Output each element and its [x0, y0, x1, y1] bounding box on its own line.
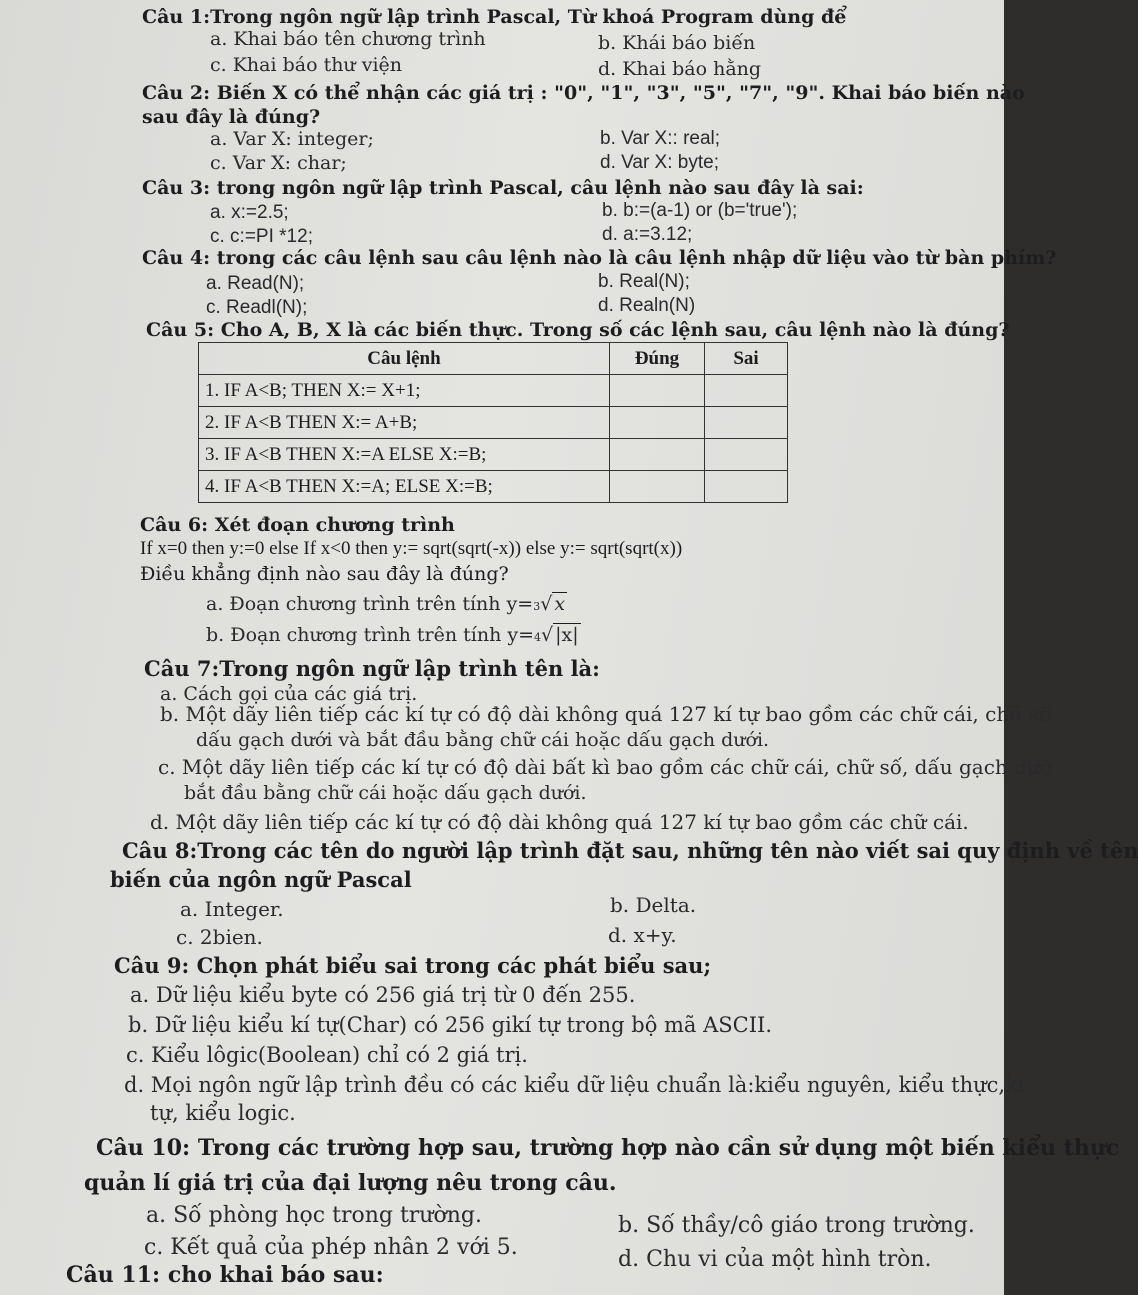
radical-icon: √: [540, 593, 553, 615]
q6-a-radicand: x: [554, 593, 566, 615]
q5-table-header: [199, 343, 788, 375]
q1-option-a: a. Khai báo tên chương trình: [210, 28, 486, 50]
question-6: Câu 6: Xét đoạn chương trình: [140, 514, 455, 536]
q3-option-d: d. a:=3.12;: [602, 224, 693, 245]
q10-option-a: a. Số phòng học trong trường.: [146, 1203, 482, 1228]
q2-option-a: a. Var X: integer;: [210, 128, 374, 150]
q5-header-statement: Câu lệnh: [199, 343, 610, 375]
q10-option-c: c. Kết quả của phép nhân 2 với 5.: [144, 1235, 518, 1260]
q4-option-b: b. Real(N);: [598, 271, 690, 292]
q8-option-b: b. Delta.: [610, 893, 697, 917]
q6-option-a-text: a. Đoạn chương trình trên tính y=: [206, 593, 534, 615]
q6-option-b-text: b. Đoạn chương trình trên tính y=: [206, 624, 535, 646]
q6-option-b: [206, 623, 581, 646]
question-7: Câu 7:Trong ngôn ngữ lập trình tên là:: [144, 656, 600, 681]
table-row: [199, 407, 788, 439]
q2-option-d: d. Var X: byte;: [600, 152, 719, 173]
q5-true-cell: [610, 471, 705, 503]
q5-header-false: Sai: [705, 343, 788, 375]
question-4: Câu 4: trong các câu lệnh sau câu lệnh nào là câu lệnh nhập dữ liệu vào từ bàn phím?: [142, 247, 1057, 269]
q1-option-b: b. Khái báo biến: [598, 32, 756, 54]
q7-option-c: c. Một dãy liên tiếp các kí tự có độ dài bất kì bao gồm các chữ cái, chữ số, dấu gạch dướ: [158, 755, 1052, 779]
q5-statement-2: 2. IF A<B THEN X:= A+B;: [199, 407, 610, 439]
q5-true-cell: [610, 439, 705, 471]
question-3: Câu 3: trong ngôn ngữ lập trình Pascal, câu lệnh nào sau đây là sai:: [142, 177, 864, 199]
q5-false-cell: [705, 407, 788, 439]
q3-option-a: a. x:=2.5;: [210, 202, 289, 223]
q1-option-d: d. Khai báo hằng: [598, 58, 762, 80]
root-index: 4: [534, 631, 542, 644]
q9-option-a: a. Dữ liệu kiểu byte có 256 giá trị từ 0 đến 255.: [130, 983, 636, 1007]
q8-option-c: c. 2bien.: [176, 925, 263, 949]
q5-statement-1: 1. IF A<B; THEN X:= X+1;: [199, 375, 610, 407]
radical-icon: √: [541, 624, 554, 646]
q5-true-cell: [610, 407, 705, 439]
q5-statement-3: 3. IF A<B THEN X:=A ELSE X:=B;: [199, 439, 610, 471]
table-row: [199, 471, 788, 503]
q3-option-c: c. c:=PI *12;: [210, 226, 313, 247]
question-5: Câu 5: Cho A, B, X là các biến thực. Trong số các lệnh sau, câu lệnh nào là đúng?: [146, 319, 1010, 341]
q7-option-b: b. Một dãy liên tiếp các kí tự có độ dài không quá 127 kí tự bao gồm các chữ cái, chữ số,: [160, 702, 1058, 726]
q7-option-b-cont: dấu gạch dưới và bắt đầu bằng chữ cái hoặc dấu gạch dưới.: [196, 729, 770, 751]
q7-option-a: a. Cách gọi của các giá trị.: [160, 683, 418, 705]
root-index: 3: [533, 600, 541, 613]
q10-option-b: b. Số thầy/cô giáo trong trường.: [618, 1213, 975, 1238]
q6-b-radicand: |x|: [555, 624, 579, 646]
table-row: [199, 439, 788, 471]
q6-option-a: [206, 592, 567, 615]
q2-option-b: b. Var X:: real;: [600, 128, 721, 149]
q5-statement-4: 4. IF A<B THEN X:=A; ELSE X:=B;: [199, 471, 610, 503]
q5-false-cell: [705, 471, 788, 503]
question-8-cont: biến của ngôn ngữ Pascal: [110, 867, 412, 892]
q1-option-c: c. Khai báo thư viện: [210, 54, 403, 76]
q7-option-c-cont: bắt đầu bằng chữ cái hoặc dấu gạch dưới.: [184, 782, 587, 804]
q9-option-c: c. Kiểu lôgic(Boolean) chỉ có 2 giá trị.: [126, 1043, 528, 1067]
q9-option-d-cont: tự, kiểu logic.: [150, 1101, 296, 1125]
question-2-cont: sau đây là đúng?: [142, 106, 321, 128]
question-8: Câu 8:Trong các tên do người lập trình đặt sau, những tên nào viết sai quy định về tên: [122, 838, 1138, 863]
q2-option-c: c. Var X: char;: [210, 152, 347, 174]
q10-option-d: d. Chu vi của một hình tròn.: [618, 1247, 932, 1272]
q6-code: If x=0 then y:=0 else If x<0 then y:= sqrt(sqrt(-x)) else y:= sqrt(sqrt(x)): [140, 538, 683, 559]
question-1: Câu 1:Trong ngôn ngữ lập trình Pascal, Từ khoá Program dùng để: [142, 6, 847, 28]
q8-option-a: a. Integer.: [180, 897, 284, 921]
q4-option-d: d. Realn(N): [598, 295, 696, 316]
q9-option-b: b. Dữ liệu kiểu kí tự(Char) có 256 gikí tự trong bộ mã ASCII.: [128, 1013, 773, 1037]
question-10-cont: quản lí giá trị của đại lượng nêu trong câu.: [84, 1170, 617, 1196]
q6-prompt: Điều khẳng định nào sau đây là đúng?: [140, 563, 509, 585]
q5-false-cell: [705, 439, 788, 471]
q5-false-cell: [705, 375, 788, 407]
q8-option-d: d. x+y.: [608, 923, 677, 947]
q9-option-d: d. Mọi ngôn ngữ lập trình đều có các kiểu dữ liệu chuẩn là:kiểu nguyên, kiểu thực,ki: [124, 1073, 1025, 1097]
question-11: Câu 11: cho khai báo sau:: [66, 1262, 384, 1288]
q5-answer-table: [198, 342, 788, 503]
q5-true-cell: [610, 375, 705, 407]
q7-option-d: d. Một dãy liên tiếp các kí tự có độ dài không quá 127 kí tự bao gồm các chữ cái.: [150, 810, 969, 834]
q4-option-a: a. Read(N);: [206, 273, 305, 294]
question-10: Câu 10: Trong các trường hợp sau, trường hợp nào cần sử dụng một biến kiểu thực: [96, 1135, 1120, 1161]
question-2: Câu 2: Biến X có thể nhận các giá trị : "0", "1", "3", "5", "7", "9". Khai báo biến nào: [142, 82, 1025, 104]
q3-option-b: b. b:=(a-1) or (b='true');: [602, 200, 798, 221]
question-9: Câu 9: Chọn phát biểu sai trong các phát biểu sau;: [114, 953, 712, 978]
q4-option-c: c. Readl(N);: [206, 297, 308, 318]
table-row: [199, 375, 788, 407]
q5-header-true: Đúng: [610, 343, 705, 375]
